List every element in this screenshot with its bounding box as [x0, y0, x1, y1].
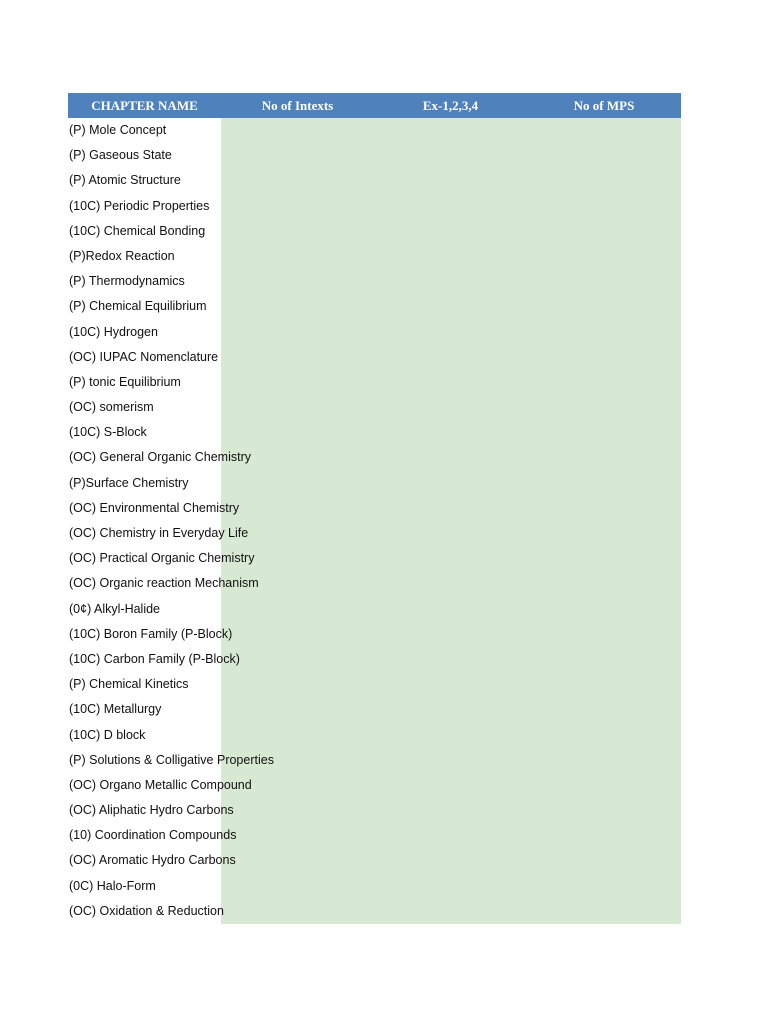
table-row-chapter[interactable]: (10) Coordination Compounds [69, 828, 237, 843]
table-row-chapter[interactable]: (10C) Periodic Properties [69, 198, 210, 213]
table-row-chapter[interactable]: (OC) Oxidation & Reduction [69, 903, 224, 918]
spreadsheet-table [68, 93, 681, 924]
table-row-chapter[interactable]: (P)Surface Chemistry [69, 475, 189, 490]
table-row-chapter[interactable]: (OC) Aliphatic Hydro Carbons [69, 803, 234, 818]
table-row-chapter[interactable]: (10C) Chemical Bonding [69, 223, 206, 238]
table-row-chapter[interactable]: (P) Thermodynamics [69, 274, 185, 289]
table-row-chapter[interactable]: (OC) Organic reaction Mechanism [69, 576, 259, 591]
table-body [68, 118, 681, 924]
table-row-chapter[interactable]: (OC) Organo Metallic Compound [69, 777, 252, 792]
table-row-chapter[interactable]: (0¢) Alkyl-Halide [69, 601, 161, 616]
table-row-chapter[interactable]: (P) Gaseous State [69, 148, 172, 163]
table-row-chapter[interactable]: (10C) Hydrogen [69, 324, 158, 339]
table-row-chapter[interactable]: (10C) S-Block [69, 425, 147, 440]
table-row-chapter[interactable]: (OC) Environmental Chemistry [69, 500, 240, 515]
table-row-chapter[interactable]: (10C) Carbon Family (P-Block) [69, 651, 240, 666]
table-row-chapter[interactable]: (10C) Metallurgy [69, 702, 162, 717]
table-row-chapter[interactable]: (OC) General Organic Chemistry [69, 450, 251, 465]
table-row-chapter[interactable]: (10C) D block [69, 727, 146, 742]
table-row-chapter[interactable]: (P) Mole Concept [69, 123, 167, 137]
table-row-chapter[interactable]: (OC) somerism [69, 400, 154, 415]
table-row-chapter[interactable]: (P)Redox Reaction [69, 248, 175, 263]
header-chapter-name[interactable]: CHAPTER NAME [91, 97, 198, 113]
table-row-chapter[interactable]: (OC) Chemistry in Everyday Life [69, 526, 249, 540]
table-row-chapter[interactable]: (10C) Boron Family (P-Block) [69, 626, 233, 641]
table-row-chapter[interactable]: (P) Solutions & Colligative Properties [69, 752, 274, 767]
header-no-of-intexts[interactable]: No of Intexts [261, 97, 334, 113]
header-ex-1-2-3-4[interactable]: Ex-1,2,3,4 [422, 97, 479, 113]
table-row-chapter[interactable]: (P) Atomic Structure [69, 173, 181, 188]
table-row-chapter[interactable]: (OC) IUPAC Nomenclature [69, 349, 219, 364]
table-row-chapter[interactable]: (OC) Practical Organic Chemistry [69, 551, 255, 566]
table-header-row [68, 93, 681, 118]
table-row-chapter[interactable]: (0C) Halo-Form [69, 878, 156, 893]
table-row-chapter[interactable]: (OC) Aromatic Hydro Carbons [69, 853, 236, 868]
table-row-chapter[interactable]: (P) Chemical Kinetics [69, 677, 189, 692]
header-no-of-mps[interactable]: No of MPS [573, 97, 635, 113]
table-row-chapter[interactable]: (P) tonic Equilibrium [69, 374, 181, 389]
table-row-chapter[interactable]: (P) Chemical Equilibrium [69, 299, 207, 314]
